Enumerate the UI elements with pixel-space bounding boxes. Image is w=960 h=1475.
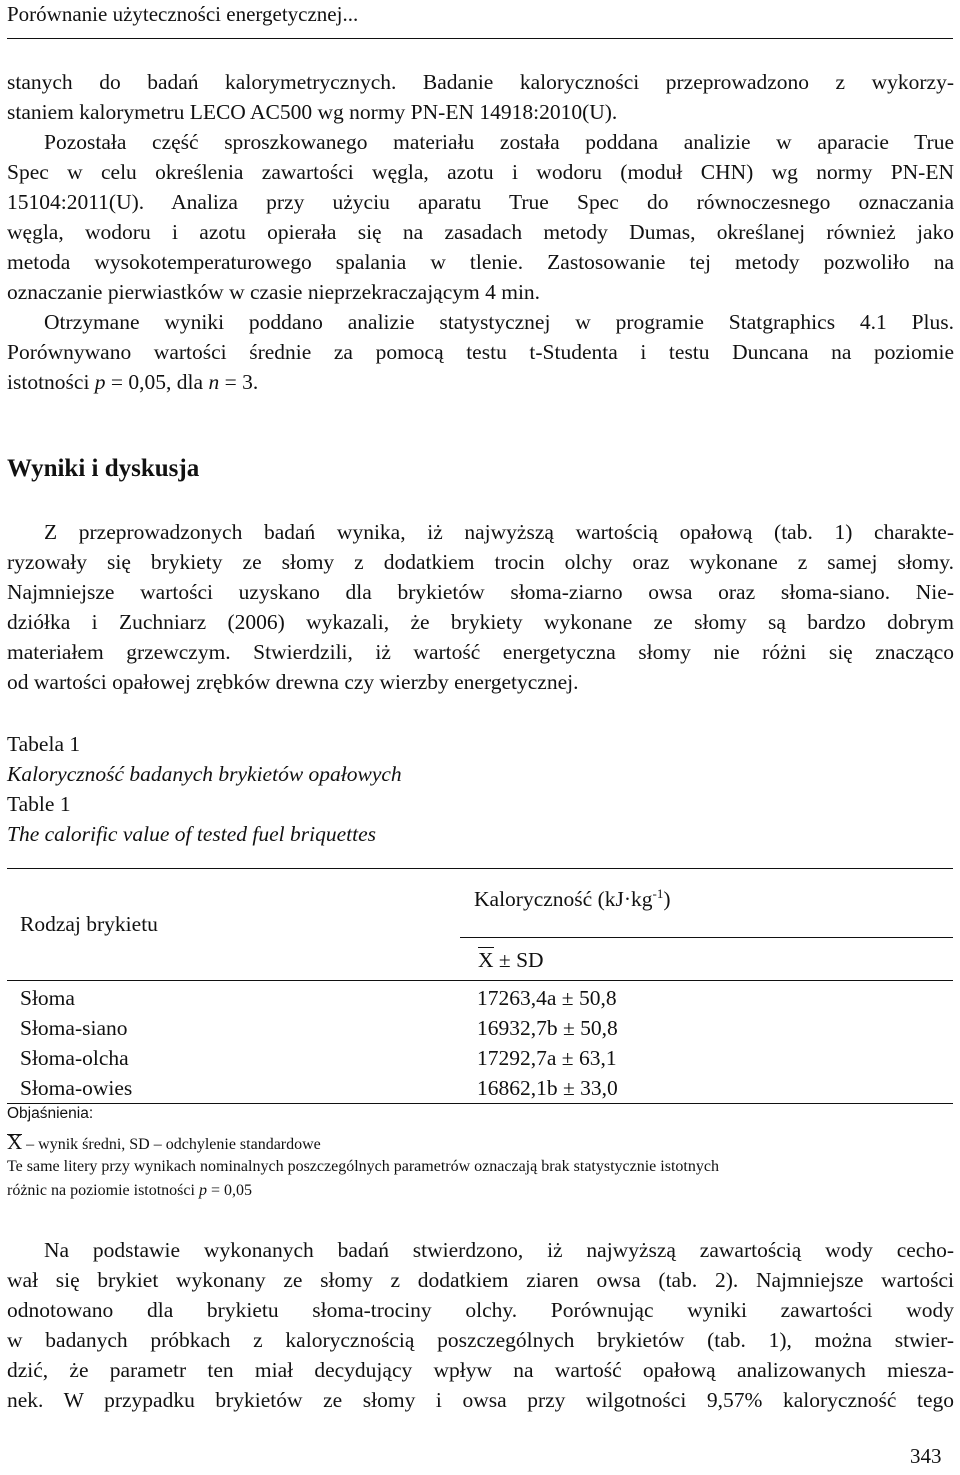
mean-symbol: X <box>7 1130 23 1154</box>
text-line: Pozostała część sproszkowanego materiału została poddana analizie w aparacie True <box>44 130 954 154</box>
table-bottom-rule <box>7 1103 953 1104</box>
table-cell-value: 16932,7b ± 50,8 <box>477 1016 618 1040</box>
methods-paragraph <box>7 67 954 397</box>
running-header: Porównanie użyteczności energetycznej... <box>7 2 359 26</box>
text-line: metoda wysokotemperaturowego spalania w tlenie. Zastosowanie tej metody pozwoliło na <box>7 250 954 274</box>
table-subheader-mean-sd: X ± SD <box>478 945 544 975</box>
table-note-mean: X – wynik średni, SD – odchylenie standardowe <box>7 1130 321 1154</box>
table-header-type: Rodzaj brykietu <box>20 912 158 936</box>
table-cell-type: Słoma-olcha <box>20 1046 129 1070</box>
table-title-en: The calorific value of tested fuel briquettes <box>7 822 377 846</box>
text-line: nek. W przypadku brykietów ze słomy i owsa przy wilgotności 9,57% kaloryczność tego <box>7 1388 954 1412</box>
text-line: Porównywano wartości średnie za pomocą testu t-Studenta i testu Duncana na poziomie <box>7 340 954 364</box>
header-rule <box>7 38 953 39</box>
table-label-pl: Tabela 1 <box>7 732 81 756</box>
text-line: 15104:2011(U). Analiza przy użyciu aparatu True Spec do równoczesnego oznaczania <box>7 190 954 214</box>
discussion-paragraph <box>7 1235 954 1415</box>
text-line: staniem kalorymetru LECO AC500 wg normy PN-EN 14918:2010(U). <box>7 100 618 124</box>
table-cell-value: 17263,4a ± 50,8 <box>477 986 617 1010</box>
table-header-subrule <box>460 937 953 938</box>
text-line: od wartości opałowej zrębków drewna czy wierzby energetycznej. <box>7 670 579 694</box>
table-title-pl: Kaloryczność badanych brykietów opałowych <box>7 762 402 786</box>
results-paragraph <box>7 517 954 697</box>
table-top-rule <box>7 868 953 869</box>
page-number: 343 <box>910 1444 942 1468</box>
table-label-en: Table 1 <box>7 792 71 816</box>
table-note-letters: Te same litery przy wynikach nominalnych poszczególnych parametrów oznaczają brak statystycznie istotnych <box>7 1158 719 1175</box>
text-line: odnotowano dla brykietu słoma-trociny olchy. Porównując wyniki zawartości wody <box>7 1298 954 1322</box>
table-notes-title: Objaśnienia: <box>7 1105 94 1122</box>
text-line: wał się brykiet wykonany ze słomy z dodatkiem ziaren owsa (tab. 2). Najmniejsze wartości <box>7 1268 954 1292</box>
table-cell-type: Słoma-owies <box>20 1076 133 1100</box>
table-header-calorific: Kaloryczność $(kJ\cdot kg^{-1})$ <box>474 886 671 911</box>
text-line: dziółka i Zuchniarz (2006) wykazali, że brykiety wykonane ze słomy są bardzo dobrym <box>7 610 954 634</box>
section-heading: Wyniki i dyskusja <box>7 455 200 482</box>
table-cell-value: 16862,1b ± 33,0 <box>477 1076 618 1100</box>
table-note-letters-cont: różnic na poziomie istotności p = 0,05 <box>7 1182 252 1199</box>
text-line: Na podstawie wykonanych badań stwierdzono, iż najwyższą zawartością wody cecho- <box>44 1238 954 1262</box>
text-line: dzić, że parametr ten miał decydujący wpływ na wartość opałową analizowanych miesza- <box>7 1358 954 1382</box>
text-line: Najmniejsze wartości uzyskano dla brykietów słoma-ziarno owsa oraz słoma-siano. Nie- <box>7 580 954 604</box>
text-line: Z przeprowadzonych badań wynika, iż najwyższą wartością opałową (tab. 1) charakte- <box>44 520 954 544</box>
text-line: ryzowały się brykiety ze słomy z dodatkiem trocin olchy oraz wykonane z samej słomy. <box>7 550 954 574</box>
mean-symbol: X <box>478 945 494 975</box>
text-line: oznaczanie pierwiastków w czasie nieprzekraczającym 4 min. <box>7 280 541 304</box>
text-line: materiałem grzewczym. Stwierdzili, iż wartość energetyczna słomy nie różni się znacząco <box>7 640 954 664</box>
text-line: w badanych próbkach z kalorycznością poszczególnych brykietów (tab. 1), można stwier- <box>7 1328 954 1352</box>
text-line: stanych do badań kalorymetrycznych. Badanie kaloryczności przeprowadzono z wykorzy- <box>7 70 954 94</box>
text-line: węgla, wodoru i azotu opierała się na zasadach metody Dumas, określanej również jako <box>7 220 954 244</box>
text-line: istotności p = 0,05, dla n = 3. <box>7 370 259 394</box>
text-line: Otrzymane wyniki poddano analizie statystycznej w programie Statgraphics 4.1 Plus. <box>44 310 954 334</box>
table-cell-value: 17292,7a ± 63,1 <box>477 1046 617 1070</box>
table-header-rule <box>7 980 953 981</box>
table-cell-type: Słoma <box>20 986 75 1010</box>
text-line: Spec w celu określenia zawartości węgla, azotu i wodoru (moduł CHN) wg normy PN-EN <box>7 160 954 184</box>
table-cell-type: Słoma-siano <box>20 1016 128 1040</box>
